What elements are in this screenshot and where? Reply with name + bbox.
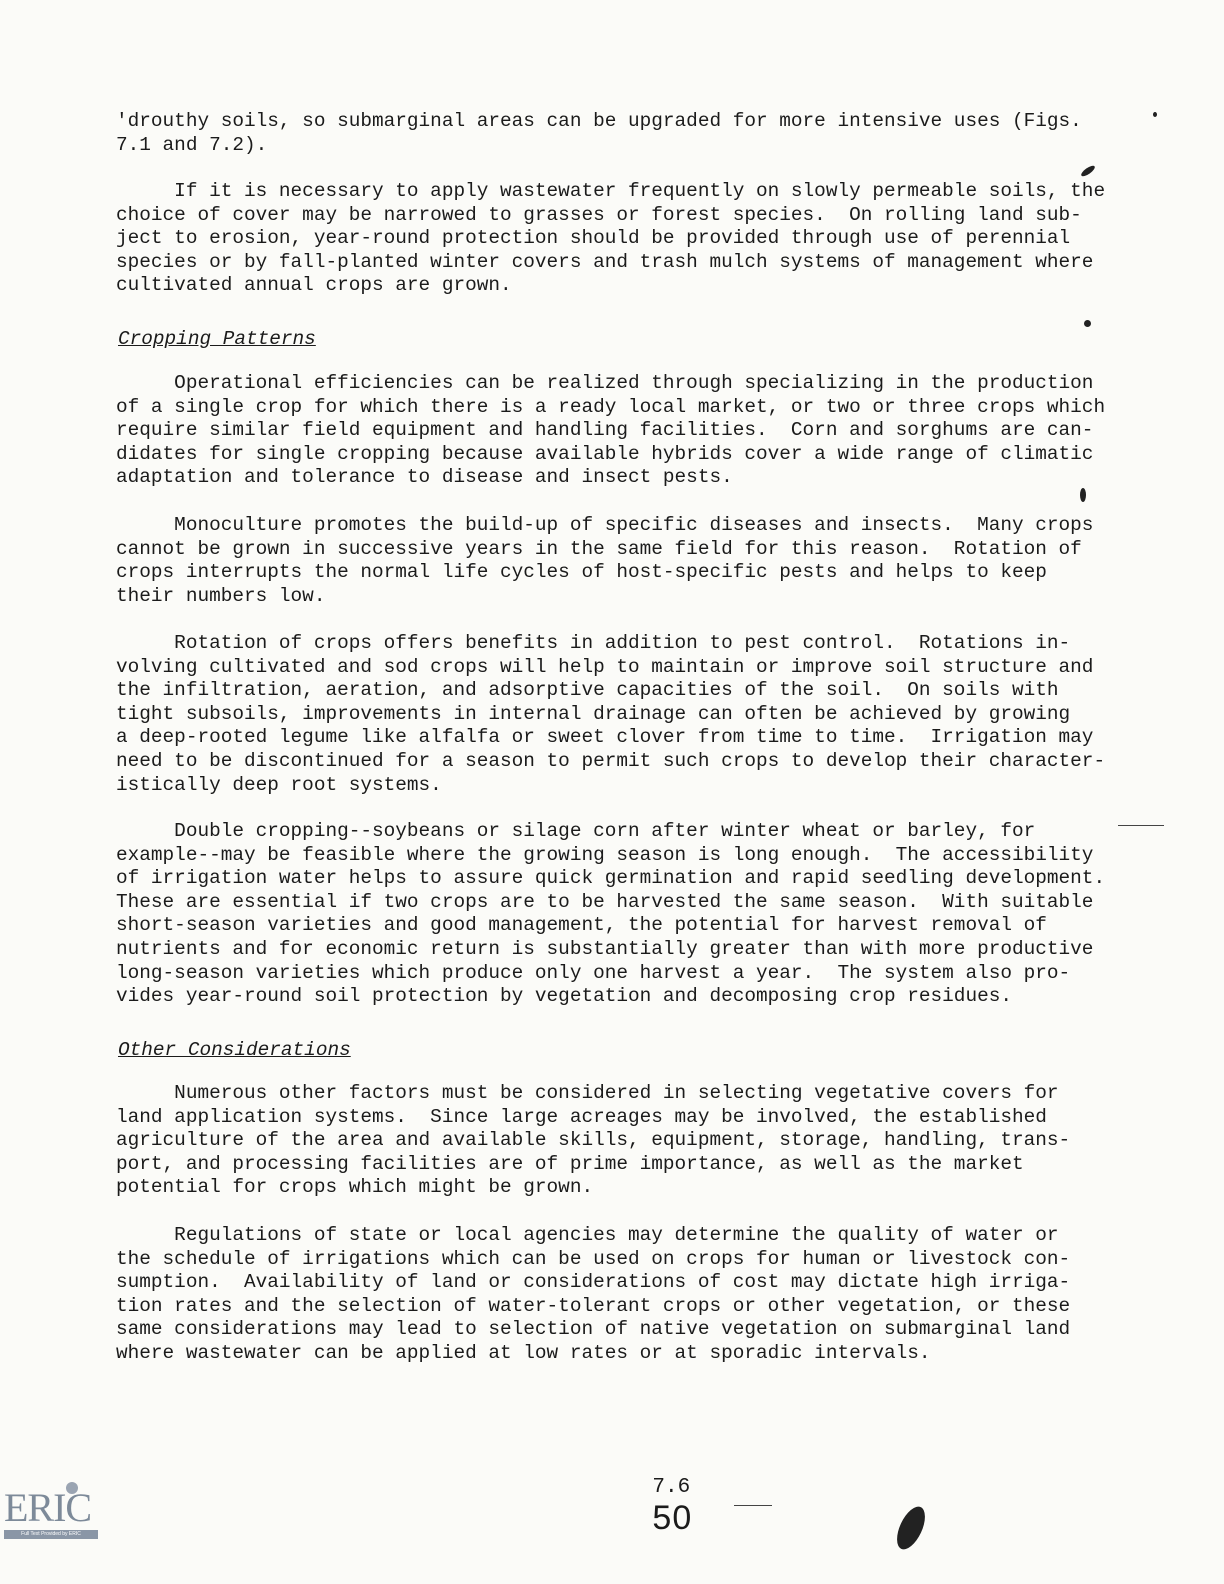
text-line: didates for single cropping because available hybrids cover a wide range of climatic <box>116 442 1094 465</box>
text-line: 'drouthy soils, so submarginal areas can be upgraded for more intensive uses (Figs. <box>116 110 1082 132</box>
text-line: nutrients and for economic return is substantially greater than with more productive <box>116 937 1094 960</box>
text-line: a deep-rooted legume like alfalfa or sweet clover from time to time. Irrigation may <box>116 726 1094 749</box>
text-line: tight subsoils, improvements in internal drainage can often be achieved by growing <box>116 702 1071 725</box>
heading-cropping-patterns: Cropping Patterns <box>118 328 316 350</box>
text-line: need to be discontinued for a season to permit such crops to develop their character- <box>116 749 1106 772</box>
section-number: 7.6 <box>652 1476 691 1499</box>
eric-logo <box>2 1480 102 1550</box>
text-line: the schedule of irrigations which can be used on crops for human or livestock con- <box>116 1247 1071 1270</box>
text-line: istically deep root systems. <box>116 773 442 796</box>
text-line: agriculture of the area and available skills, equipment, storage, handling, trans- <box>116 1129 1071 1152</box>
text-line: ject to erosion, year-round protection should be provided through use of perennial <box>116 227 1071 250</box>
text-line: same considerations may lead to selection of native vegetation on submarginal land <box>116 1318 1071 1341</box>
paragraph-3 <box>116 372 1116 490</box>
ink-speck <box>1153 112 1157 117</box>
paragraph-2 <box>116 180 1116 298</box>
page-number <box>614 1458 692 1556</box>
page-number-value: 50 <box>652 1499 693 1537</box>
paragraph-4 <box>116 514 1116 608</box>
text-line: vides year-round soil protection by vegetation and decomposing crop residues. <box>116 985 1012 1008</box>
text-line: cultivated annual crops are grown. <box>116 274 512 297</box>
text-line: Monoculture promotes the build-up of specific diseases and insects. Many crops <box>116 514 1094 536</box>
paragraph-7 <box>116 1082 1116 1200</box>
text-line: If it is necessary to apply wastewater frequently on slowly permeable soils, the <box>116 180 1106 202</box>
ink-speck <box>1080 164 1097 178</box>
text-line: 7.1 and 7.2). <box>116 133 268 156</box>
heading-other-considerations: Other Considerations <box>118 1039 351 1061</box>
margin-mark <box>1118 825 1164 826</box>
logo-wordmark: ERIC <box>4 1485 92 1530</box>
text-line: the infiltration, aeration, and adsorptive capacities of the soil. On soils with <box>116 679 1059 702</box>
text-line: sumption. Availability of land or considerations of cost may dictate high irriga- <box>116 1271 1071 1294</box>
text-line: of irrigation water helps to assure quick germination and rapid seedling development. <box>116 867 1106 890</box>
text-line: where wastewater can be applied at low rates or at sporadic intervals. <box>116 1341 931 1364</box>
text-line: short-season varieties and good management, the potential for harvest removal of <box>116 914 1047 937</box>
text-line: Numerous other factors must be considered in selecting vegetative covers for <box>116 1082 1059 1104</box>
text-line: potential for crops which might be grown. <box>116 1176 594 1199</box>
paragraph-1 <box>116 110 1116 157</box>
text-line: port, and processing facilities are of prime importance, as well as the market <box>116 1152 1024 1175</box>
text-line: their numbers low. <box>116 584 326 607</box>
paragraph-8 <box>116 1224 1116 1366</box>
text-line: land application systems. Since large acreages may be involved, the established <box>116 1105 1047 1128</box>
text-line: long-season varieties which produce only one harvest a year. The system also pro- <box>116 961 1071 984</box>
ink-speck <box>1084 320 1091 327</box>
ink-blot <box>891 1503 930 1554</box>
footer-rule <box>734 1505 772 1506</box>
ink-speck <box>1080 488 1086 502</box>
text-line: of a single crop for which there is a ready local market, or two or three crops which <box>116 395 1106 418</box>
text-line: These are essential if two crops are to be harvested the same season. With suitable <box>116 890 1094 913</box>
paragraph-5 <box>116 632 1116 797</box>
text-line: example--may be feasible where the growing season is long enough. The accessibility <box>116 843 1094 866</box>
text-line: species or by fall-planted winter covers and trash mulch systems of management where <box>116 250 1094 273</box>
text-line: Regulations of state or local agencies may determine the quality of water or <box>116 1224 1059 1246</box>
text-line: Double cropping--soybeans or silage corn after winter wheat or barley, for <box>116 820 1036 842</box>
text-line: volving cultivated and sod crops will help to maintain or improve soil structure and <box>116 655 1094 678</box>
text-line: Rotation of crops offers benefits in addition to pest control. Rotations in- <box>116 632 1071 654</box>
paragraph-6 <box>116 820 1116 1009</box>
logo-tagline: Full Text Provided by ERIC <box>4 1530 98 1539</box>
text-line: crops interrupts the normal life cycles of host-specific pests and helps to keep <box>116 561 1047 584</box>
text-line: tion rates and the selection of water-tolerant crops or other vegetation, or these <box>116 1294 1071 1317</box>
text-line: require similar field equipment and handling facilities. Corn and sorghums are can- <box>116 419 1094 442</box>
text-line: Operational efficiencies can be realized through specializing in the production <box>116 372 1094 394</box>
text-line: choice of cover may be narrowed to grasses or forest species. On rolling land sub- <box>116 203 1082 226</box>
text-line: cannot be grown in successive years in the same field for this reason. Rotation of <box>116 537 1082 560</box>
text-line: adaptation and tolerance to disease and insect pests. <box>116 466 733 489</box>
